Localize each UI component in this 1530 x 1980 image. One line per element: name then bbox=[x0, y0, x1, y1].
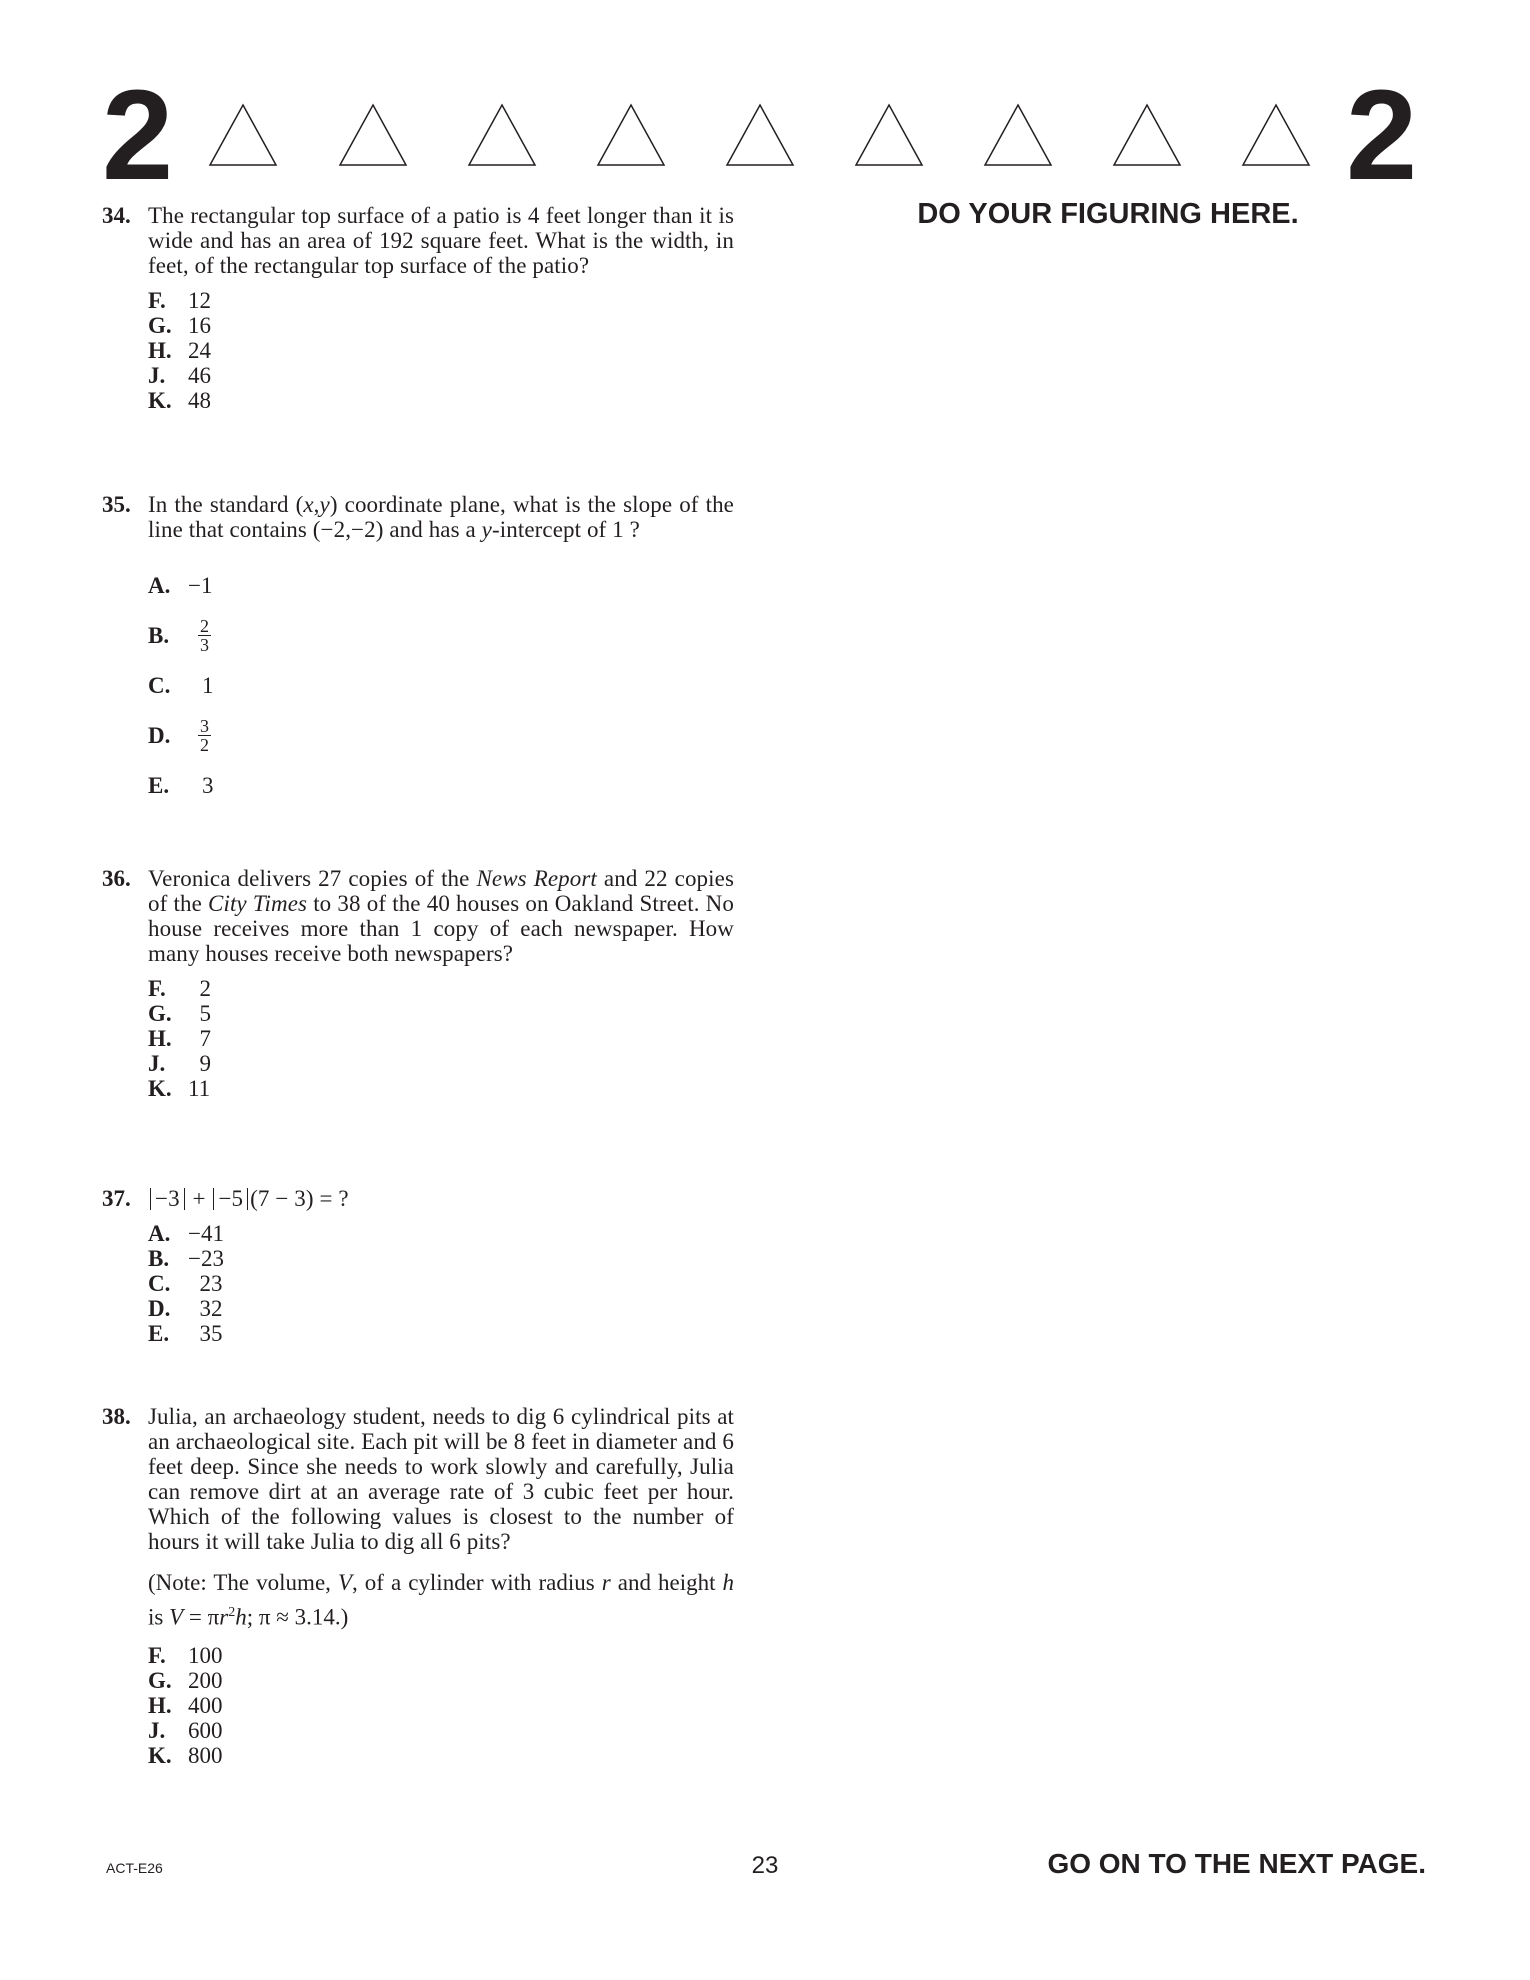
answer-choice-f[interactable]: F. 12 bbox=[148, 288, 211, 313]
section-number-left: 2 bbox=[102, 64, 172, 207]
question-number: 38. bbox=[102, 1404, 131, 1429]
answer-choice-g[interactable]: G. 5 bbox=[148, 1001, 211, 1026]
answer-choice-g[interactable]: G. 200 bbox=[148, 1667, 223, 1693]
answer-choice-c[interactable]: C. 23 bbox=[148, 1271, 223, 1296]
triangle-icon bbox=[596, 103, 666, 167]
answer-choice-b[interactable]: B. $\frac{2}{3}$ bbox=[148, 615, 209, 655]
answer-choice-j[interactable]: J. 600 bbox=[148, 1717, 223, 1743]
answer-choice-h[interactable]: H. 24 bbox=[148, 338, 211, 363]
triangle-icon bbox=[467, 103, 537, 167]
question-stem: Veronica delivers 27 copies of the News Report and 22 copies of the City Times to 38 of the 40 houses on Oakland Street. No house receives more than 1 copy of each newspaper. How many houses receive both newspapers? bbox=[148, 866, 734, 966]
page-number: 23 bbox=[751, 1852, 779, 1879]
answer-choice-f[interactable]: F. 2 bbox=[148, 976, 211, 1001]
question-note: (Note: The volume, V, of a cylinder with radius r and height h is $V = \pi r^2h$; π ≈ 3.14.) bbox=[148, 1570, 735, 1630]
answer-choice-k[interactable]: K. 48 bbox=[148, 388, 211, 413]
answer-choice-e[interactable]: E. 35 bbox=[148, 1321, 223, 1346]
answer-choices bbox=[148, 1643, 734, 1768]
fraction: $\frac{2}{3}$ bbox=[200, 615, 209, 655]
answer-choice-k[interactable]: K. 800 bbox=[148, 1742, 223, 1768]
triangle-icon bbox=[1112, 103, 1182, 167]
answer-choices bbox=[148, 560, 734, 810]
question-stem: Julia, an archaeology student, needs to dig 6 cylindrical pits at an archaeological site. Each pit will be 8 feet in diameter and 6 feet deep. Since she needs to work slowly and carefully, Julia can remove dirt at an average rate of 3 cubic feet per hour. Which of the following values is closest to the number of hours it will take Julia to dig all 6 pits? bbox=[148, 1404, 734, 1554]
question-stem: −3 + −5 (7 − 3) = ? bbox=[148, 1186, 734, 1211]
question-number: 36. bbox=[102, 866, 131, 891]
answer-choice-k[interactable]: K. 11 bbox=[148, 1076, 211, 1101]
answer-choice-h[interactable]: H. 7 bbox=[148, 1026, 211, 1051]
triangle-icon bbox=[854, 103, 924, 167]
answer-choices bbox=[148, 976, 734, 1101]
question-38 bbox=[102, 1404, 734, 1768]
question-35 bbox=[102, 492, 734, 810]
next-page-instruction: GO ON TO THE NEXT PAGE. bbox=[1047, 1848, 1426, 1879]
question-number: 34. bbox=[102, 203, 131, 228]
triangle-icon bbox=[338, 103, 408, 167]
question-stem: The rectangular top surface of a patio is 4 feet longer than it is wide and has an area of 192 square feet. What is the width, in feet, of the rectangular top surface of the patio? bbox=[148, 203, 734, 278]
question-37 bbox=[102, 1186, 734, 1346]
answer-choice-a[interactable]: A. −1 bbox=[148, 572, 213, 598]
triangle-icon bbox=[983, 103, 1053, 167]
question-number: 35. bbox=[102, 492, 131, 517]
answer-choices bbox=[148, 1221, 734, 1346]
answer-choice-j[interactable]: J. 46 bbox=[148, 363, 211, 388]
answer-choice-j[interactable]: J. 9 bbox=[148, 1051, 211, 1076]
fraction: $\frac{3}{2}$ bbox=[200, 715, 209, 755]
answer-choices bbox=[148, 288, 734, 413]
section-number-right: 2 bbox=[1346, 64, 1416, 207]
triangle-icon bbox=[208, 103, 278, 167]
question-34 bbox=[102, 203, 734, 413]
question-stem: In the standard (x,y) coordinate plane, what is the slope of the line that contains (−2,−2) and has a y-intercept of 1 ? bbox=[148, 492, 734, 542]
answer-choice-b[interactable]: B. −23 bbox=[148, 1246, 224, 1271]
figuring-label: DO YOUR FIGURING HERE. bbox=[917, 198, 1299, 230]
answer-choice-c[interactable]: C. 1 bbox=[148, 672, 214, 698]
answer-choice-g[interactable]: G. 16 bbox=[148, 313, 211, 338]
triangle-icon bbox=[1241, 103, 1311, 167]
answer-choice-e[interactable]: E. 3 bbox=[148, 772, 214, 798]
form-code: ACT-E26 bbox=[106, 1860, 163, 1876]
answer-choice-d[interactable]: D. 32 bbox=[148, 1296, 223, 1321]
triangle-icon bbox=[725, 103, 795, 167]
answer-choice-a[interactable]: A. −41 bbox=[148, 1221, 224, 1246]
answer-choice-h[interactable]: H. 400 bbox=[148, 1692, 223, 1718]
answer-choice-f[interactable]: F. 100 bbox=[148, 1642, 223, 1668]
question-36 bbox=[102, 866, 734, 1101]
answer-choice-d[interactable]: D. $\frac{3}{2}$ bbox=[148, 715, 209, 755]
question-number: 37. bbox=[102, 1186, 131, 1211]
